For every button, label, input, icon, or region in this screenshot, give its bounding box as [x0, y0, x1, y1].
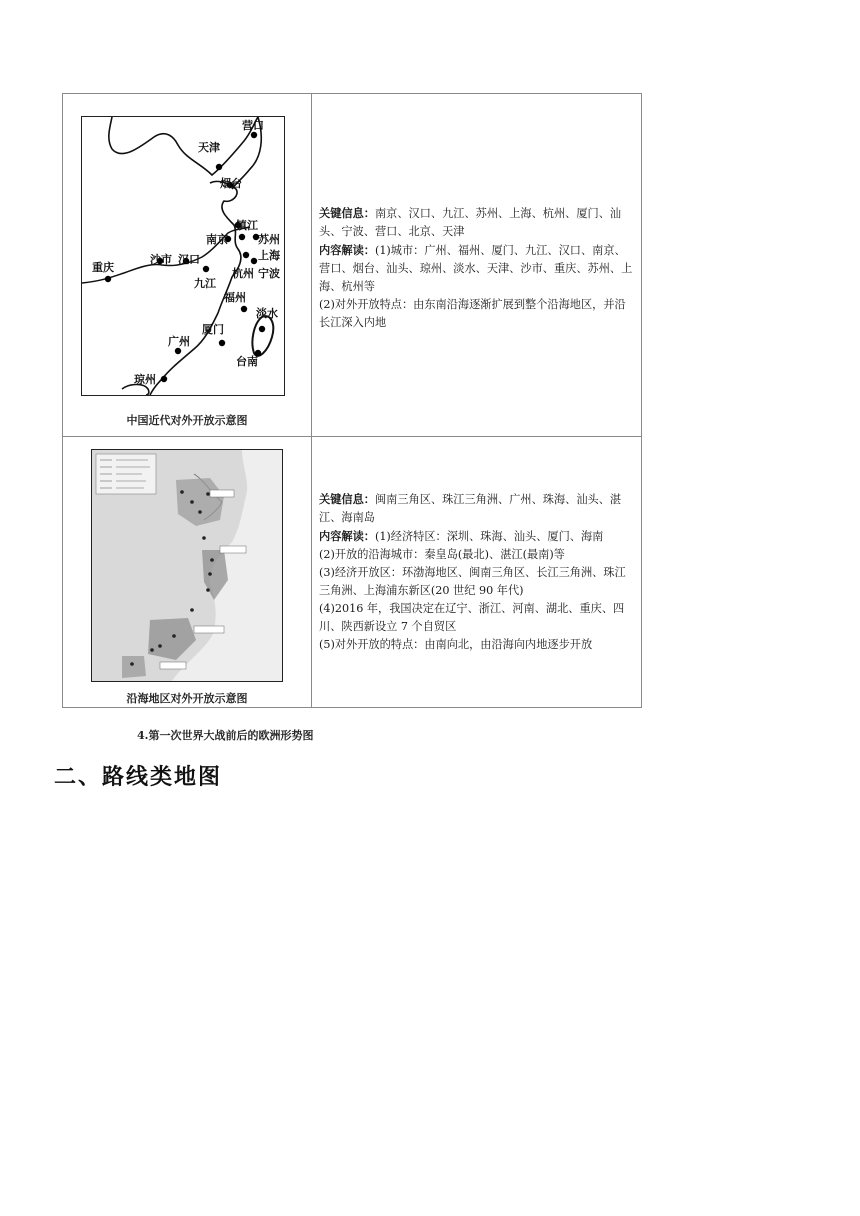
key-info-line: [319, 204, 635, 241]
table-row: [63, 94, 642, 437]
map1-caption: 中国近代对外开放示意图: [126, 414, 248, 427]
reference-table: [62, 93, 642, 708]
label-tainan: 台南: [236, 355, 258, 368]
coastal-opening-map: [91, 449, 283, 682]
label-hankou: 汉口: [178, 253, 200, 266]
open-cities-line: (2)开放的沿海城市：秦皇岛(最北)、湛江(最南)等: [319, 548, 565, 561]
content-text: (1)城市：广州、福州、厦门、九江、汉口、南京、营口、烟台、汕头、琼州、淡水、天津、沙市、重庆、苏州、上海、杭州等: [319, 244, 633, 293]
key-info-text: 南京、汉口、九江、苏州、上海、杭州、厦门、汕头、宁波、营口、北京、天津: [319, 207, 622, 238]
info-block-2: [319, 490, 635, 654]
info-cell: [312, 437, 642, 708]
label-zhenjiang: 镇江: [236, 219, 258, 232]
label-fuzhou: 福州: [224, 291, 246, 304]
label-guangzhou: 广州: [168, 335, 190, 348]
label-suzhou: 苏州: [258, 233, 280, 246]
key-info-text: 闽南三角区、珠江三角洲、广州、珠海、汕头、湛江、海南岛: [319, 493, 622, 524]
content-text: (1)经济特区：深圳、珠海、汕头、厦门、海南: [374, 530, 604, 543]
content-line: [319, 241, 635, 296]
info-block-1: [319, 204, 635, 332]
label-nanjing: 南京: [206, 233, 228, 246]
label-xiamen: 厦门: [202, 323, 224, 336]
feature-line: (2)对外开放特点：由东南沿海逐渐扩展到整个沿海地区，并沿长江深入内地: [319, 298, 626, 329]
label-tianjin: 天津: [198, 141, 220, 154]
feature-line: (5)对外开放的特点：由南向北，由沿海向内地逐步开放: [319, 638, 593, 651]
modern-china-opening-map: [81, 116, 285, 396]
map-drawing: [92, 450, 282, 681]
key-info-label: 关键信息：: [319, 492, 375, 506]
label-shanghai: 上海: [258, 249, 280, 262]
info-cell: [312, 94, 642, 437]
open-zones-line: (3)经济开放区：环渤海地区、闽南三角区、长江三角洲、珠江三角洲、上海浦东新区(20 世纪 90 年代): [319, 566, 626, 597]
map2-caption: 沿海地区对外开放示意图: [126, 692, 248, 705]
label-chongqing: 重庆: [92, 261, 114, 274]
label-qiongzhou: 琼州: [134, 373, 156, 386]
content-line: [319, 527, 635, 546]
label-yantai: 烟台: [220, 177, 242, 190]
label-hangzhou: 杭州: [232, 267, 254, 280]
key-info-line: [319, 490, 635, 527]
section-title: 二、路线类地图: [54, 764, 223, 790]
label-shashi: 沙市: [150, 253, 172, 266]
map-cell: [63, 94, 312, 437]
table-row: [63, 437, 642, 708]
free-trade-line: (4)2016 年，我国决定在辽宁、浙江、河南、湖北、重庆、四川、陕西新设立 7 个自贸区: [319, 602, 625, 633]
label-yingkou: 营口: [242, 119, 264, 132]
content-label: 内容解读：: [319, 529, 375, 543]
map-drawing: [82, 117, 284, 395]
map-cell: [63, 437, 312, 708]
label-danshui: 淡水: [256, 307, 278, 320]
content-label: 内容解读：: [319, 243, 375, 257]
label-ningbo: 宁波: [258, 267, 280, 280]
key-info-label: 关键信息：: [319, 206, 375, 220]
europe-map-caption: 4.第一次世界大战前后的欧洲形势图: [137, 729, 314, 742]
label-jiujiang: 九江: [194, 277, 216, 290]
